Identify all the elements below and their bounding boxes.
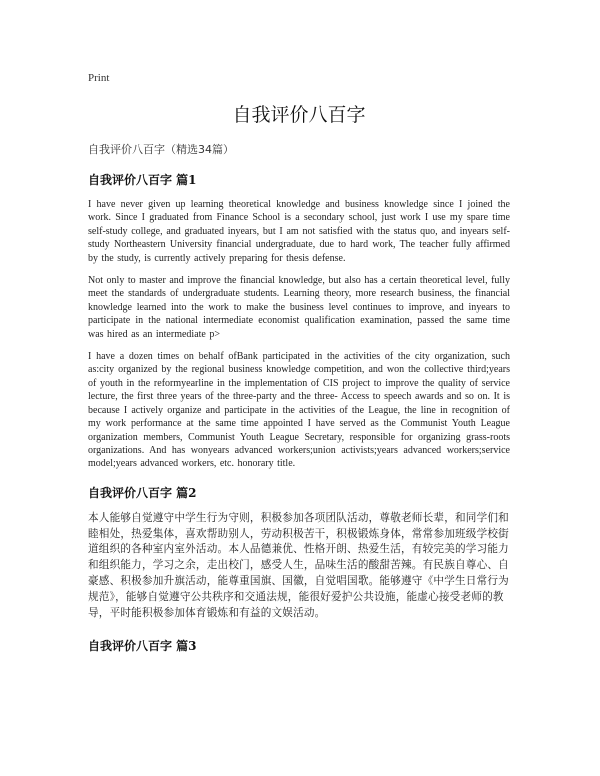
section-heading-2: 自我评价八百字 篇2 [88, 485, 197, 500]
section-2-paragraph-1: 本人能够自觉遵守中学生行为守则，积极参加各项团队活动，尊敬老师长辈，和同学们和睦相处，热爱集体，喜欢帮助别人，劳动积极苦干，积极锻炼身体，常常参加班级学校街道组织的各种室内室外活动。本人品德兼优、性格开朗、热爱生活，有较完美的学习能力和组织能力，学习之余，走出校门，感受人生，品味生活的酸甜苦辣。有民族自尊心、自豪感、积极参加升旗活动，能尊重国旗、国徽，自觉唱国歌。能够遵守《中学生日常行为规范》，能够自觉遵守公共秩序和交通法规，能很好爱护公共设施，能虚心接受老师的教导，平时能积极参加体育锻炼和有益的文娱活动。 [88, 511, 509, 619]
section-1-paragraph-3: I have a dozen times on behalf ofBank participated in the activities of the city organization, such as:city organized by the regional business knowledge competition, and won the collective third;years of youth in the reformyearline in the implementation of CIS project to improve the quality of service lecture, the first three years of the three-party and the three- Access to speech awards and so on. It is because I actively organize and participate in the activities of the League, the line in recognition of my work performance at the same time appointed I have served as the Communist Youth League organization members, Communist Youth League Secretary, responsible for organizing grass-roots organizations. And has wonyears advanced workers;union activists;years advanced workers;service model;years advanced workers, etc. honorary title. [88, 351, 510, 470]
section-1-paragraph-2: Not only to master and improve the financial knowledge, but also has a certain theoretical level, fully meet the standards of undergraduate students. Learning theory, more research business, the financial knowledge learned into the work to make the business level continues to improve, and inyears to participate in the national intermediate economist qualification examination, passed the same time was hired as an intermediate p> [88, 275, 510, 340]
section-1-paragraph-1: I have never given up learning theoretical knowledge and business knowledge since I joined the work. Since I graduated from Finance School is a secondary school, just work I use my spare time self-study college, and graduated inyears, but I am not satisfied with the status quo, and inyears self-study Northeastern University financial undergraduate, due to hard work, The teacher fully affirmed by the study, is currently actively preparing for thesis defense. [88, 199, 510, 264]
section-heading-3: 自我评价八百字 篇3 [88, 639, 197, 654]
page-title: 自我评价八百字 [232, 104, 366, 126]
section-heading-1: 自我评价八百字 篇1 [88, 173, 197, 187]
print-link[interactable]: Print [88, 72, 110, 84]
document-subtitle: 自我评价八百字（精选34篇） [88, 143, 234, 156]
